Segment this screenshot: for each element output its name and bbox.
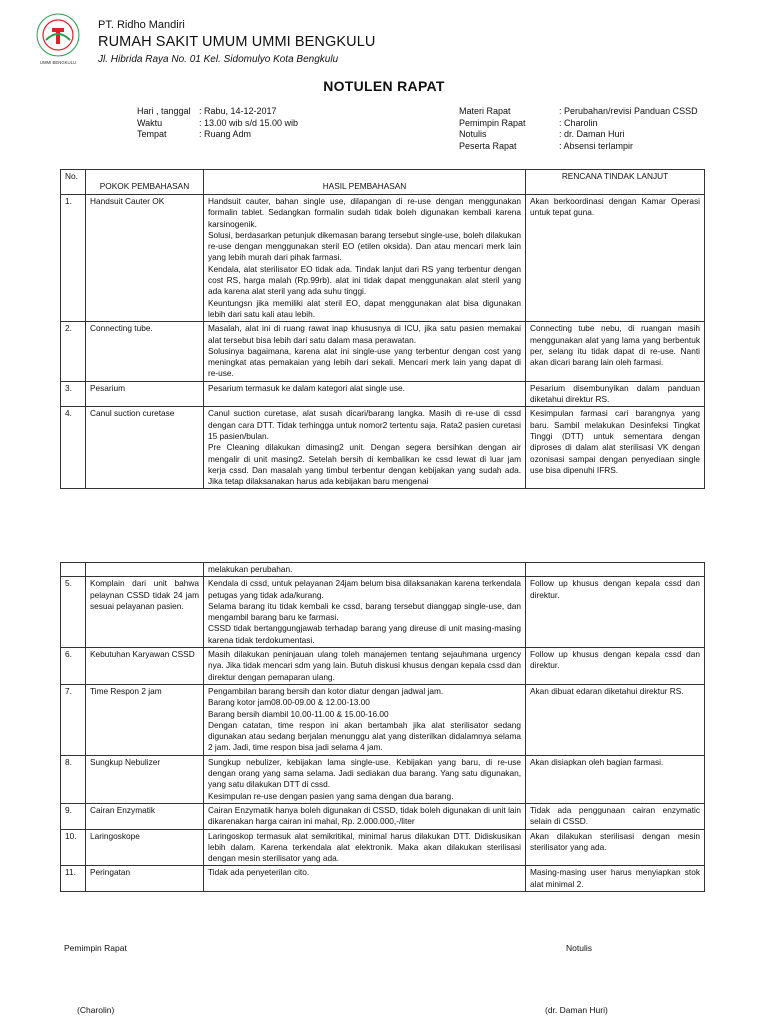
result-paragraph: Laringoskop termasuk alat semikritikal, minimal harus dilakukan DTT. Didiskusikan lebih dalam. Karena terkendala alat elektronik. Maka akan dilakukan sterilisasi dengan mesin sterilisator yang ada. [208,830,521,864]
signature-notetaker-name: (dr. Daman Huri) [545,1005,608,1015]
row-topic: Handsuit Cauter OK [86,195,204,322]
meta-value: : Absensi terlampir [559,140,634,151]
row-number: 5. [61,577,86,648]
meta-value: : Rabu, 14-12-2017 [199,106,277,116]
row-number: 2. [61,322,86,381]
result-paragraph: Barang bersih diambil 10.00-11.00 & 15.00-16.00 [208,708,389,719]
meta-key: Waktu [137,117,163,128]
row-result [204,829,526,866]
row-topic: Peringatan [86,866,204,892]
table-row [61,648,705,685]
result-paragraph: Pre Cleaning dilakukan dimasing2 unit. Dengan segera bersihkan dengan air mengalir di unit masing2. Setelah bersih di kembalikan ke cssd lewat di luar jam kerja cssd. Dan masalah yang timbul terbentur dengan kebijakan yang sudah ada. Jika tetap dilaksanakan harus ada kebijakan baru mengenai [208,442,521,487]
result-paragraph: Cairan Enzymatik hanya boleh digunakan di CSSD, tidak boleh digunakan di unit lain dikarenakan harga cairan ini mahal, Rp. 2.000.000,-/liter [208,804,521,827]
meta-value: : Perubahan/revisi Panduan CSSD [559,106,698,116]
row-result [204,803,526,829]
row-result [204,648,526,685]
row-topic: Canul suction curetase [86,407,204,489]
table-row [61,577,705,648]
result-paragraph: Pesarium termasuk ke dalam kategori alat single use. [208,382,405,393]
meta-key: Hari , tanggal [137,106,191,116]
row-topic: Laringoskope [86,829,204,866]
row-followup: Follow up khusus dengan kepala cssd dan direktur. [526,648,705,685]
meta-row-date [137,106,298,118]
table-row [61,803,705,829]
meta-key: Tempat [137,129,167,139]
result-paragraph: Keuntungsn jika memiliki alat steril EO, dapat menggunakan alat bisa digunakan lebih dari satu kali atau lebih. [208,297,521,319]
row-result [204,195,526,322]
row-topic: Pesarium [86,381,204,407]
minutes-table-page-2 [60,562,705,892]
result-paragraph: Kesimpulan re-use dengan pasien yang sama dengan dua barang. [208,790,454,801]
table-row [61,755,705,803]
row-followup: Pesarium disembunyikan dalam panduan diketahui direktur RS. [526,381,705,407]
row-number: 8. [61,755,86,803]
result-paragraph: CSSD tidak bertanggungjawab terhadap barang yang direuse di unit masing-masing karena tidak terdokumentasi. [208,623,521,645]
meta-value: : 13.00 wib s/d 15.00 wib [199,117,299,128]
row-topic: Connecting tube. [86,322,204,381]
meta-row-topic [459,106,698,118]
row-number: 9. [61,803,86,829]
table-header-row [61,170,705,195]
row-topic: Time Respon 2 jam [86,684,204,755]
meta-key: Peserta Rapat [459,140,517,151]
meta-value: : dr. Daman Huri [559,129,625,139]
result-paragraph: Pengambilan barang bersih dan kotor diatur dengan jadwal jam. [208,685,444,696]
col-header-no: No. [61,170,86,195]
result-paragraph: Barang kotor jam08.00-09.00 & 12.00-13.00 [208,697,370,708]
row-result [204,684,526,755]
meta-row-leader [459,118,698,130]
result-paragraph: Canul suction curetase, alat susah dicari/barang langka. Masih di re-use di cssd dengan cara DTT. Tidak terhingga untuk nomor2 tertentu saja. Rata2 pasien curetasi 15 pasien/bulan. [208,408,521,441]
meta-row-time [137,118,298,130]
row-number: 4. [61,407,86,489]
row-result [204,755,526,803]
table-row [61,381,705,407]
row-followup: Tidak ada penggunaan cairan enzymatic selain di CSSD. [526,803,705,829]
result-paragraph: Tidak ada penyeterilan cito. [208,867,310,878]
hospital-name: RUMAH SAKIT UMUM UMMI BENGKULU [98,34,376,50]
col-header-pokok: POKOK PEMBAHASAN [86,170,204,195]
table-row [61,866,705,892]
row-topic: Sungkup Nebulizer [86,755,204,803]
result-paragraph: Solusinya bagaimana, karena alat ini single-use yang terbentur dengan cost yang meningkat atas pemakaian yang lebih dari sekali. Mencari merk lain yang dapat di re-use. [208,345,521,379]
meeting-info-right [459,106,698,152]
col-header-rencana: RENCANA TINDAK LANJUT [526,170,705,195]
meta-row-notetaker [459,129,698,141]
result-paragraph: Masalah, alat ini di ruang rawat inap khususnya di ICU, jika satu pasien memakai alat tersebut bisa lebih dari satu dalam masa perawatan. [208,323,521,345]
row-topic: Kebutuhan Karyawan CSSD [86,648,204,685]
signature-leader-name: (Charolin) [77,1005,115,1015]
row-result [204,866,526,892]
row-result [204,563,526,577]
result-paragraph: Kendala, alat sterilisator EO tidak ada. Tindak lanjut dari RS yang terbentur dengan cost RS, harga malah (Rp.99rb). alat ini tidak dapat menggunakan alat steril yang ada karena alat steril yang ada suhu tinggi. [208,263,521,297]
minutes-table-page-1 [60,169,705,489]
row-number [61,563,86,577]
company-name: PT. Ridho Mandiri [98,19,185,31]
row-followup: Kesimpulan farmasi cari barangnya yang baru. Sambil melakukan Desinfeksi Tingkat Tinggi (DTT) untuk sementara dengan diproses di dalam alat sterilisasi VK dengan ozonisasi sampai dengan penyediaan single use bisa dipenuhi IFRS. [526,407,705,489]
meta-row-place [137,129,298,141]
meta-key: Notulis [459,129,487,139]
table-row [61,322,705,381]
result-paragraph: Selama barang itu tidak kembali ke cssd, barang tersebut dianggap single-use, dan mengambil barang baru ke farmasi. [208,600,521,623]
table-row [61,407,705,489]
result-paragraph: melakukan perubahan. [208,564,293,574]
svg-text:UMMI BENGKULU: UMMI BENGKULU [39,60,77,65]
row-number: 6. [61,648,86,685]
row-number: 1. [61,195,86,322]
result-paragraph: Masih dilakukan peninjauan ulang toleh manajemen tentang sejauhmana urgency nya. Jika tidak mencari sdm yang lain. Butuh diskusi khusus dengan kepala cssd dan direktur dengan pemaparan ulang. [208,649,521,682]
row-result [204,577,526,648]
row-topic: Komplain dari unit bahwa pelaynan CSSD tidak 24 jam sesuai pelayanan pasien. [86,577,204,648]
row-result [204,407,526,489]
row-followup: Akan disiapkan oleh bagian farmasi. [526,755,705,803]
row-followup: Akan dibuat edaran diketahui direktur RS. [526,684,705,755]
signature-notetaker-label: Notulis [566,943,592,953]
table-row [61,684,705,755]
row-topic: Cairan Enzymatik [86,803,204,829]
hospital-logo [30,10,86,68]
result-paragraph: Handsuit cauter, bahan single use, dilapangan di re-use dengan menggunakan formalin tablet. Sedangkan formalin sudah tidak boleh digunakan kembali karena karsinogenik. [208,196,521,229]
result-paragraph: Solusi, berdasarkan petunjuk dikemasan barang tersebut single-use, boleh dilakukan re-use dengan menggunakan steril EO (etilen oksida). Dan atau mencari merk lain yang lebih murah dari pihak farmasi. [208,229,521,263]
meta-value: : Ruang Adm [199,129,252,139]
result-paragraph: Sungkup nebulizer, kebijakan lama single-use. Kebijakan yang baru, di re-use dengan orang yang sama selama. Jadi sediakan dua barang. Yang satu digunakan, yang satu dilakukan DTT di cssd. [208,756,521,790]
row-number: 10. [61,829,86,866]
meta-value: : Charolin [559,117,598,128]
row-followup: Masing-masing user harus menyiapkan stok alat minimal 2. [526,866,705,892]
meeting-info-left [137,106,298,141]
meta-key: Materi Rapat [459,106,511,116]
row-number: 7. [61,684,86,755]
row-followup: Follow up khusus dengan kepala cssd dan direktur. [526,577,705,648]
row-topic [86,563,204,577]
table-row [61,195,705,322]
result-paragraph: Dengan catatan, time respon ini akan bertambah jika alat sterilisator sedang digunakan atau sedang berjalan menunggu alat yang disterilkan didalamnya selama 2 jam. Jadi, time respon bisa jadi selama 4 jam. [208,719,521,753]
row-followup: Akan dilakukan sterilisasi dengan mesin sterilisator yang ada. [526,829,705,866]
signature-leader-label: Pemimpin Rapat [64,943,127,953]
row-followup: Connecting tube nebu, di ruangan masih menggunakan alat yang lama yang berbentuk per, selang itu tidak dapat di re-use. Nanti akan dicari barang lain oleh farmasi. [526,322,705,381]
meta-key: Pemimpin Rapat [459,117,526,128]
row-followup: Akan berkoordinasi dengan Kamar Operasi untuk tepat guna. [526,195,705,322]
row-number: 11. [61,866,86,892]
table-row [61,563,705,577]
result-paragraph: Kendala di cssd, untuk pelayanan 24jam belum bisa dilaksanakan karena terkendala petugas yang tidak ada/kurang. [208,578,521,600]
col-header-hasil: HASIL PEMBAHASAN [204,170,526,195]
row-result [204,322,526,381]
table-row [61,829,705,866]
document-title: NOTULEN RAPAT [323,78,445,94]
row-number: 3. [61,381,86,407]
hospital-address: Jl. Hibrida Raya No. 01 Kel. Sidomulyo Kota Bengkulu [98,54,339,65]
row-result [204,381,526,407]
row-followup [526,563,705,577]
meta-row-participants [459,141,698,153]
